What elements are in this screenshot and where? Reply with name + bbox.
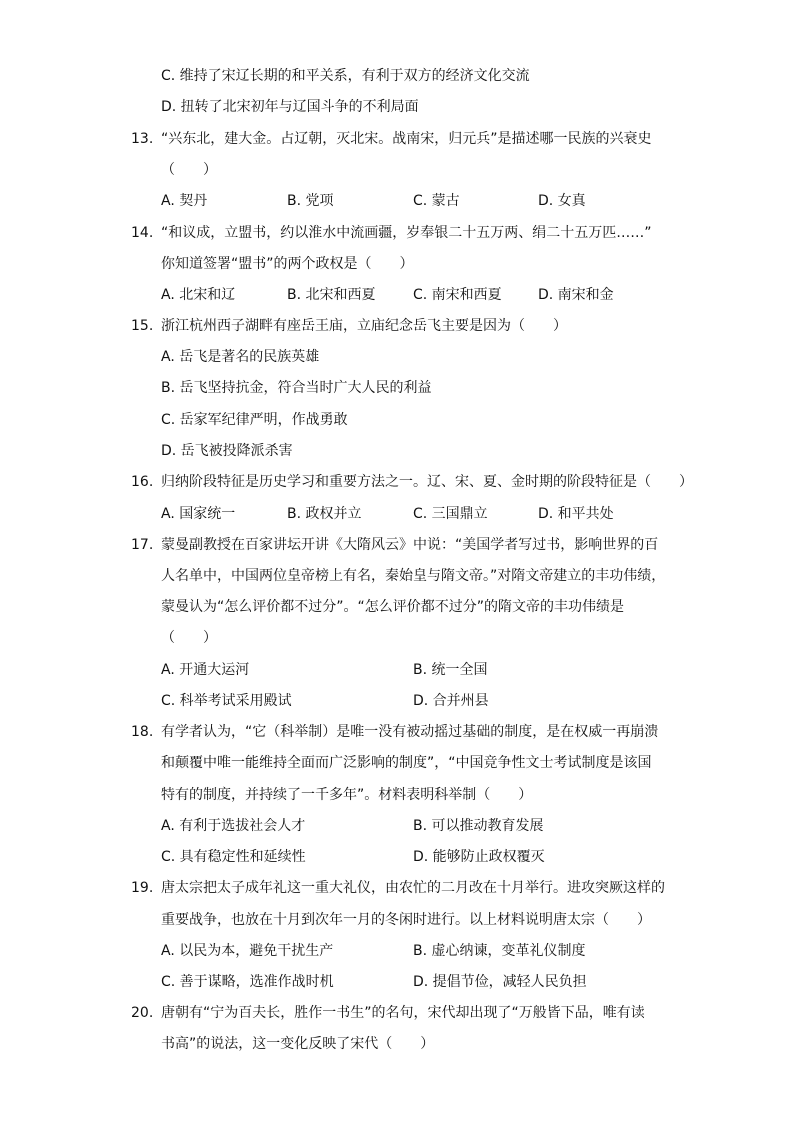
q17-stem-line-2: 人名单中，中国两位皇帝榜上有名，秦始皇与隋文帝。”对隋文帝建立的丰功伟绩， xyxy=(161,568,666,584)
q14-number: 14. xyxy=(131,225,154,241)
q18-stem-line-2: 和颠覆中唯一能维持全面而广泛影响的制度”，“中国竞争性文士考试制度是该国 xyxy=(161,755,652,771)
q16-number: 16. xyxy=(131,474,154,490)
q12-option-d: D. 扭转了北宋初年与辽国斗争的不利局面 xyxy=(161,99,419,115)
q19-option-d: D. 提倡节俭，减轻人民负担 xyxy=(413,974,587,990)
q17-stem-line-3: 蒙曼认为“怎么评价都不过分”。“怎么评价都不过分”的隋文帝的丰功伟绩是 xyxy=(161,599,625,615)
q15-option-a: A. 岳飞是著名的民族英雄 xyxy=(161,349,320,365)
q19-option-c: C. 善于谋略，选准作战时机 xyxy=(161,974,334,990)
q20-stem-line-2: 书高”的说法，这一变化反映了宋代（ ） xyxy=(161,1036,435,1052)
q17-option-b: B. 统一全国 xyxy=(413,662,488,678)
q18-option-c: C. 具有稳定性和延续性 xyxy=(161,849,306,865)
q19-stem-line-1: 唐太宗把太子成年礼这一重大礼仪，由农忙的二月改在十月举行。进攻突厥这样的 xyxy=(161,880,665,896)
q13-stem-line-2: （ ） xyxy=(161,162,217,178)
q20-number: 20. xyxy=(131,1005,154,1021)
q14-option-c: C. 南宋和西夏 xyxy=(413,287,502,303)
q16-option-a: A. 国家统一 xyxy=(161,506,236,522)
q18-stem-line-1: 有学者认为，“它（科举制）是唯一没有被动摇过基础的制度，是在权威一再崩溃 xyxy=(161,724,659,740)
q13-option-d: D. 女真 xyxy=(538,193,586,209)
q15-option-b: B. 岳飞坚持抗金，符合当时广大人民的利益 xyxy=(161,380,432,396)
q13-option-a: A. 契丹 xyxy=(161,193,208,209)
q14-stem-line-1: “和议成，立盟书，约以淮水中流画疆，岁奉银二十五万两、绢二十五万匹……” xyxy=(161,225,652,241)
q18-stem-line-3: 特有的制度，并持续了一千多年”。材料表明科举制（ ） xyxy=(161,787,533,803)
q16-option-b: B. 政权并立 xyxy=(287,506,362,522)
q16-option-c: C. 三国鼎立 xyxy=(413,506,488,522)
q16-stem-line-1: 归纳阶段特征是历史学习和重要方法之一。辽、宋、夏、金时期的阶段特征是（ ） xyxy=(161,474,693,490)
q16-option-d: D. 和平共处 xyxy=(538,506,614,522)
q14-option-b: B. 北宋和西夏 xyxy=(287,287,376,303)
q19-stem-line-2: 重要战争，也放在十月到次年一月的冬闲时进行。以上材料说明唐太宗（ ） xyxy=(161,912,651,928)
q18-option-d: D. 能够防止政权覆灭 xyxy=(413,849,545,865)
q19-option-b: B. 虚心纳谏，变革礼仪制度 xyxy=(413,943,586,959)
q20-stem-line-1: 唐朝有“宁为百夫长，胜作一书生”的名句，宋代却出现了“万般皆下品，唯有读 xyxy=(161,1005,645,1021)
q17-stem-line-1: 蒙曼副教授在百家讲坛开讲《大隋风云》中说：“美国学者写过书，影响世界的百 xyxy=(161,537,659,553)
q17-option-c: C. 科举考试采用殿试 xyxy=(161,693,292,709)
q17-option-d: D. 合并州县 xyxy=(413,693,489,709)
q15-option-d: D. 岳飞被投降派杀害 xyxy=(161,443,293,459)
q19-option-a: A. 以民为本，避免干扰生产 xyxy=(161,943,334,959)
q17-number: 17. xyxy=(131,537,154,553)
q15-number: 15. xyxy=(131,318,154,334)
q13-stem-line-1: “兴东北，建大金。占辽朝，灭北宋。战南宋，归元兵”是描述哪一民族的兴衰史 xyxy=(161,131,652,147)
q17-stem-line-4: （ ） xyxy=(161,630,217,646)
q12-option-c: C. 维持了宋辽长期的和平关系，有利于双方的经济文化交流 xyxy=(161,68,530,84)
q15-stem-line-1: 浙江杭州西子湖畔有座岳王庙，立庙纪念岳飞主要是因为（ ） xyxy=(161,318,567,334)
q13-option-c: C. 蒙古 xyxy=(413,193,460,209)
q13-option-b: B. 党项 xyxy=(287,193,334,209)
q15-option-c: C. 岳家军纪律严明，作战勇敢 xyxy=(161,412,348,428)
q13-number: 13. xyxy=(131,131,154,147)
q18-option-b: B. 可以推动教育发展 xyxy=(413,818,544,834)
q14-option-a: A. 北宋和辽 xyxy=(161,287,236,303)
q18-number: 18. xyxy=(131,724,154,740)
q17-option-a: A. 开通大运河 xyxy=(161,662,250,678)
q18-option-a: A. 有利于选拔社会人才 xyxy=(161,818,306,834)
q19-number: 19. xyxy=(131,880,154,896)
q14-stem-line-2: 你知道签署“盟书”的两个政权是（ ） xyxy=(161,256,414,272)
q14-option-d: D. 南宋和金 xyxy=(538,287,614,303)
